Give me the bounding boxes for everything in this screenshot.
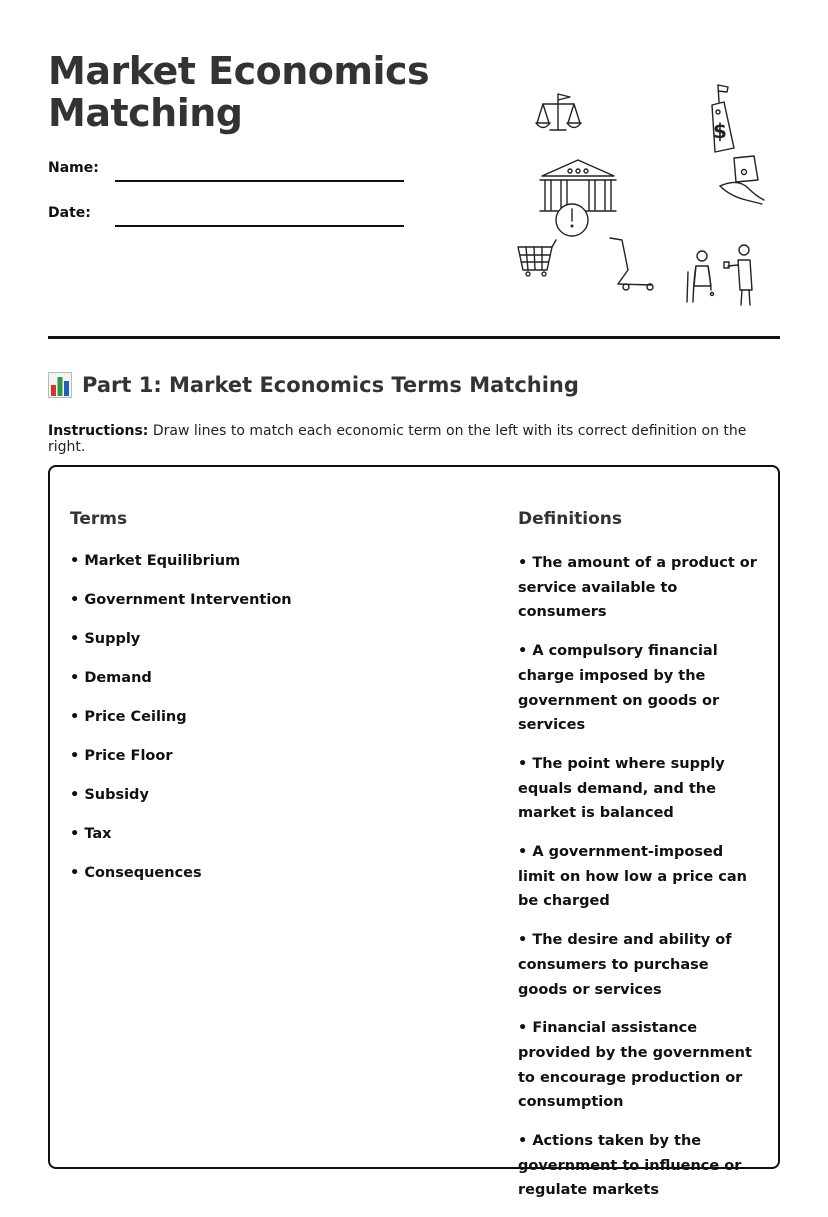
- government-building-icon: [540, 160, 616, 211]
- hand-holding-tag-icon: [720, 156, 764, 204]
- term-item[interactable]: • Price Floor: [70, 748, 173, 764]
- bar-chart-icon: [48, 372, 72, 398]
- definition-item[interactable]: • A government-imposed limit on how low a price can be charged: [518, 844, 747, 910]
- instructions-label: Instructions:: [48, 423, 149, 439]
- market-illustration: [508, 80, 778, 315]
- part1-heading: [48, 372, 579, 398]
- term-item[interactable]: • Market Equilibrium: [70, 553, 241, 569]
- date-label: Date:: [48, 205, 91, 221]
- term-item[interactable]: • Subsidy: [70, 787, 149, 803]
- name-field-row: [48, 158, 408, 188]
- definition-item[interactable]: • Actions taken by the government to influence or regulate markets: [518, 1133, 742, 1199]
- definition-item[interactable]: • The desire and ability of consumers to purchase goods or services: [518, 932, 732, 998]
- instructions-text: Draw lines to match each economic term on the left with its correct definition on the right.: [48, 423, 747, 455]
- hand-truck-icon: [610, 238, 653, 290]
- date-line[interactable]: [115, 225, 404, 227]
- matching-box: [48, 465, 780, 1199]
- part1-heading-text: Part 1: Market Economics Terms Matching: [82, 373, 579, 397]
- definition-item[interactable]: • Financial assistance provided by the government to encourage production or consumption: [518, 1020, 752, 1111]
- term-item[interactable]: • Demand: [70, 670, 152, 686]
- clock-icon: [556, 204, 588, 236]
- definitions-list: [518, 551, 762, 1217]
- instructions: [48, 423, 788, 455]
- page-title: Market Economics Matching: [48, 49, 430, 135]
- definition-item[interactable]: • The point where supply equals demand, and the market is balanced: [518, 755, 725, 822]
- price-tag-icon: [712, 85, 734, 152]
- definitions-heading: Definitions: [518, 509, 623, 529]
- term-item[interactable]: • Supply: [70, 631, 141, 647]
- definition-item[interactable]: • A compulsory financial charge imposed by the government on goods or services: [518, 643, 720, 734]
- header-divider: [48, 336, 780, 339]
- term-item[interactable]: • Consequences: [70, 865, 202, 881]
- balance-scale-icon: [536, 94, 581, 130]
- date-field-row: [48, 203, 408, 233]
- term-item[interactable]: • Government Intervention: [70, 592, 292, 608]
- definition-item[interactable]: • The amount of a product or service available to consumers: [518, 555, 757, 621]
- terms-heading: Terms: [70, 509, 128, 529]
- term-item[interactable]: • Price Ceiling: [70, 709, 187, 725]
- shoppers-icon: [687, 245, 752, 305]
- name-label: Name:: [48, 160, 99, 176]
- svg-text:$: $: [713, 119, 727, 143]
- shopping-cart-icon: [518, 240, 556, 276]
- name-line[interactable]: [115, 180, 404, 182]
- term-item[interactable]: • Tax: [70, 826, 112, 842]
